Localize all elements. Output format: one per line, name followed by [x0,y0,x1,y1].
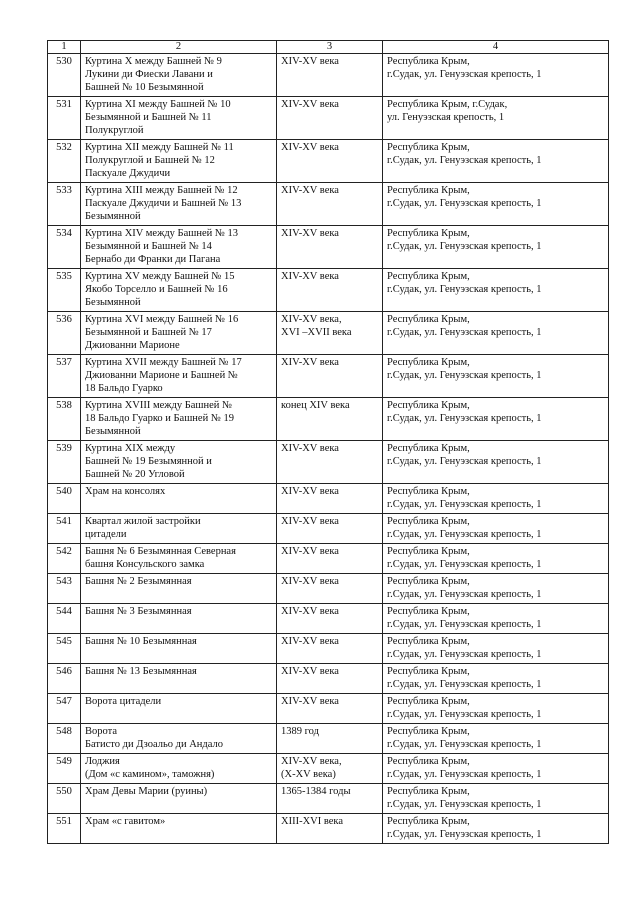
object-period-line: 1389 год [281,726,319,737]
table-row [48,604,609,634]
object-name-line: Башня № 2 Безымянная [85,576,192,587]
column-header-period: 3 [277,41,383,54]
object-period-line: XIV-XV века [281,516,339,527]
object-address-line: Республика Крым, [387,606,470,617]
object-period-cell [277,441,383,484]
object-name-cell [81,441,277,484]
row-number-cell: 542 [48,544,81,574]
object-name-line: Батисто ди Дзоальо ди Андало [85,739,223,750]
row-number-cell: 547 [48,694,81,724]
object-period-cell [277,269,383,312]
object-name-line: Полукруглой и Башней № 12 [85,155,215,166]
table-row [48,544,609,574]
row-number-cell: 546 [48,664,81,694]
object-address-line: г.Судак, ул. Генуэзская крепость, 1 [387,155,542,166]
object-name-line: Храм «с гавитом» [85,816,166,827]
object-period-cell [277,355,383,398]
object-name-line: Паскуале Джудичи [85,168,171,179]
object-address-line: Республика Крым, [387,56,470,67]
object-address-line: г.Судак, ул. Генуэзская крепость, 1 [387,679,542,690]
table-row [48,724,609,754]
object-period-cell [277,183,383,226]
table-row [48,226,609,269]
object-address-cell [383,664,609,694]
object-address-line: г.Судак, ул. Генуэзская крепость, 1 [387,589,542,600]
column-header-address: 4 [383,41,609,54]
object-address-cell [383,441,609,484]
object-name-line: Башня № 10 Безымянная [85,636,197,647]
object-period-line: XIV-XV века [281,271,339,282]
object-period-line: XIV-XV века [281,142,339,153]
object-name-cell [81,814,277,844]
table-row [48,784,609,814]
object-address-line: Республика Крым, [387,816,470,827]
object-address-line: г.Судак, ул. Генуэзская крепость, 1 [387,799,542,810]
object-address-line: г.Судак, ул. Генуэзская крепость, 1 [387,327,542,338]
object-name-line: Башня № 3 Безымянная [85,606,192,617]
object-name-line: Бернабо ди Франки ди Пагана [85,254,221,265]
row-number-cell: 544 [48,604,81,634]
column-header-number: 1 [48,41,81,54]
object-address-line: г.Судак, ул. Генуэзская крепость, 1 [387,456,542,467]
table-row [48,312,609,355]
object-name-line: Безымянной и Башней № 11 [85,112,212,123]
object-period-cell [277,544,383,574]
object-name-line: Куртина XI между Башней № 10 [85,99,231,110]
table-row [48,514,609,544]
table-body [48,54,609,844]
row-number-cell: 541 [48,514,81,544]
object-address-line: г.Судак, ул. Генуэзская крепость, 1 [387,198,542,209]
object-address-line: г.Судак, ул. Генуэзская крепость, 1 [387,69,542,80]
object-period-cell [277,724,383,754]
object-period-line: XIV-XV века [281,486,339,497]
object-name-line: Куртина XIII между Башней № 12 [85,185,238,196]
object-period-cell [277,97,383,140]
object-address-line: Республика Крым, [387,400,470,411]
object-name-line: Ворота [85,726,117,737]
table-row [48,398,609,441]
column-header-name: 2 [81,41,277,54]
row-number-cell: 550 [48,784,81,814]
row-number-cell: 540 [48,484,81,514]
row-number-cell: 539 [48,441,81,484]
object-period-cell [277,484,383,514]
table-row [48,574,609,604]
object-address-cell [383,484,609,514]
object-name-line: башня Консульского замка [85,559,205,570]
object-address-cell [383,183,609,226]
object-name-cell [81,514,277,544]
object-name-cell [81,355,277,398]
object-period-line: XIV-XV века [281,99,339,110]
object-name-cell [81,724,277,754]
object-name-line: Куртина XIX между [85,443,176,454]
object-name-cell [81,634,277,664]
object-period-cell [277,634,383,664]
row-number-cell: 536 [48,312,81,355]
object-period-cell [277,312,383,355]
row-number-cell: 551 [48,814,81,844]
object-address-cell [383,544,609,574]
object-address-line: Республика Крым, [387,443,470,454]
object-address-line: Республика Крым, [387,726,470,737]
object-name-line: (Дом «с камином», таможня) [85,769,215,780]
object-period-cell [277,604,383,634]
object-address-line: г.Судак, ул. Генуэзская крепость, 1 [387,499,542,510]
object-period-line: XIV-XV века [281,606,339,617]
object-name-cell [81,694,277,724]
object-address-line: Республика Крым, [387,516,470,527]
object-address-line: г.Судак, ул. Генуэзская крепость, 1 [387,619,542,630]
object-address-line: г.Судак, ул. Генуэзская крепость, 1 [387,829,542,840]
object-name-line: Полукруглой [85,125,144,136]
object-address-line: Республика Крым, [387,228,470,239]
object-address-cell [383,140,609,183]
object-address-line: Республика Крым, [387,756,470,767]
row-number-cell: 531 [48,97,81,140]
object-name-line: Джиованни Марионе [85,340,180,351]
object-name-line: Куртина XVII между Башней № 17 [85,357,242,368]
table-row [48,269,609,312]
object-address-line: Республика Крым, [387,271,470,282]
object-period-line: XIV-XV века [281,546,339,557]
object-address-line: г.Судак, ул. Генуэзская крепость, 1 [387,529,542,540]
object-name-line: 18 Бальдо Гуарко [85,383,163,394]
object-name-line: Куртина XIV между Башней № 13 [85,228,239,239]
object-period-cell [277,784,383,814]
object-address-line: Республика Крым, г.Судак, [387,99,508,110]
object-address-line: Республика Крым, [387,696,470,707]
object-period-line: XVI –XVII века [281,327,352,338]
object-address-line: г.Судак, ул. Генуэзская крепость, 1 [387,413,542,424]
object-address-line: г.Судак, ул. Генуэзская крепость, 1 [387,370,542,381]
row-number-cell: 535 [48,269,81,312]
object-period-cell [277,574,383,604]
object-period-line: 1365-1384 годы [281,786,351,797]
object-address-cell [383,514,609,544]
object-period-cell [277,754,383,784]
object-name-cell [81,54,277,97]
table-row [48,484,609,514]
object-period-cell [277,398,383,441]
object-address-line: г.Судак, ул. Генуэзская крепость, 1 [387,769,542,780]
table-row [48,634,609,664]
object-address-line: Республика Крым, [387,636,470,647]
object-address-line: г.Судак, ул. Генуэзская крепость, 1 [387,739,542,750]
object-name-line: Куртина XV между Башней № 15 [85,271,235,282]
object-name-line: Башня № 6 Безымянная Северная [85,546,236,557]
object-address-cell [383,574,609,604]
object-name-line: Храм Девы Марии (руины) [85,786,208,797]
object-address-line: Республика Крым, [387,786,470,797]
heritage-objects-table [47,40,609,844]
row-number-cell: 548 [48,724,81,754]
object-period-cell [277,514,383,544]
object-period-line: XIV-XV века [281,666,339,677]
object-period-line: XIV-XV века, [281,314,342,325]
object-name-line: Башней № 20 Угловой [85,469,185,480]
object-address-line: Республика Крым, [387,357,470,368]
object-address-cell [383,784,609,814]
object-name-line: Безымянной и Башней № 14 [85,241,212,252]
object-period-line: XIV-XV века [281,443,339,454]
object-address-line: Республика Крым, [387,314,470,325]
object-name-cell [81,183,277,226]
object-name-line: Башней № 19 Безымянной и [85,456,212,467]
object-name-line: Куртина XII между Башней № 11 [85,142,234,153]
table-row [48,694,609,724]
object-name-line: Безымянной [85,211,141,222]
object-period-line: XIII-XVI века [281,816,344,827]
object-name-cell [81,97,277,140]
object-address-cell [383,269,609,312]
object-name-line: Паскуале Джудичи и Башней № 13 [85,198,242,209]
object-name-line: Лукини ди Фиески Лавани и [85,69,213,80]
row-number-cell: 549 [48,754,81,784]
table-row [48,441,609,484]
table-row [48,97,609,140]
table-row [48,183,609,226]
object-name-cell [81,269,277,312]
object-name-line: Квартал жилой застройки [85,516,201,527]
object-address-line: Республика Крым, [387,486,470,497]
object-period-cell [277,54,383,97]
object-name-cell [81,140,277,183]
object-address-line: Республика Крым, [387,666,470,677]
object-name-cell [81,604,277,634]
object-address-cell [383,604,609,634]
object-period-cell [277,814,383,844]
object-name-line: Лоджия [85,756,120,767]
row-number-cell: 538 [48,398,81,441]
object-name-line: цитадели [85,529,127,540]
object-name-cell [81,398,277,441]
object-period-line: XIV-XV века [281,357,339,368]
object-period-line: XIV-XV века [281,696,339,707]
object-address-cell [383,226,609,269]
object-name-cell [81,484,277,514]
object-period-line: XIV-XV века [281,56,339,67]
object-address-line: Республика Крым, [387,185,470,196]
row-number-cell: 537 [48,355,81,398]
object-address-line: Республика Крым, [387,576,470,587]
object-address-cell [383,355,609,398]
table-row [48,140,609,183]
row-number-cell: 534 [48,226,81,269]
object-address-cell [383,754,609,784]
object-period-line: XIV-XV века [281,576,339,587]
object-address-cell [383,634,609,664]
object-period-line: XIV-XV века [281,228,339,239]
object-name-line: Безымянной [85,426,141,437]
object-period-cell [277,694,383,724]
row-number-cell: 530 [48,54,81,97]
object-name-line: 18 Бальдо Гуарко и Башней № 19 [85,413,234,424]
object-period-line: XIV-XV века [281,185,339,196]
object-address-line: Республика Крым, [387,142,470,153]
object-period-cell [277,664,383,694]
object-name-line: Башня № 13 Безымянная [85,666,197,677]
table-row [48,355,609,398]
row-number-cell: 532 [48,140,81,183]
object-period-cell [277,226,383,269]
object-address-cell [383,97,609,140]
object-address-cell [383,694,609,724]
object-name-line: Куртина XVIII между Башней № [85,400,233,411]
object-address-line: г.Судак, ул. Генуэзская крепость, 1 [387,559,542,570]
object-name-line: Храм на консолях [85,486,166,497]
row-number-cell: 545 [48,634,81,664]
table-header-row [48,41,609,54]
object-address-cell [383,814,609,844]
table-row [48,54,609,97]
object-period-line: XIV-XV века [281,636,339,647]
object-period-line: (X-XV века) [281,769,336,780]
object-name-line: Куртина X между Башней № 9 [85,56,222,67]
object-name-cell [81,664,277,694]
object-name-cell [81,544,277,574]
object-name-cell [81,784,277,814]
object-period-line: конец XIV века [281,400,350,411]
object-name-line: Башней № 10 Безымянной [85,82,204,93]
object-name-line: Ворота цитадели [85,696,162,707]
object-address-cell [383,54,609,97]
object-name-line: Куртина XVI между Башней № 16 [85,314,239,325]
object-address-line: г.Судак, ул. Генуэзская крепость, 1 [387,649,542,660]
object-name-cell [81,754,277,784]
object-address-line: г.Судак, ул. Генуэзская крепость, 1 [387,709,542,720]
object-address-line: Республика Крым, [387,546,470,557]
row-number-cell: 543 [48,574,81,604]
table-row [48,664,609,694]
object-name-line: Безымянной [85,297,141,308]
object-address-cell [383,724,609,754]
object-name-line: Якобо Торселло и Башней № 16 [85,284,228,295]
object-name-cell [81,226,277,269]
object-address-line: ул. Генуэзская крепость, 1 [387,112,505,123]
object-address-line: г.Судак, ул. Генуэзская крепость, 1 [387,241,542,252]
object-name-line: Джиованни Марионе и Башней № [85,370,238,381]
object-period-cell [277,140,383,183]
row-number-cell: 533 [48,183,81,226]
object-name-line: Безымянной и Башней № 17 [85,327,212,338]
object-address-line: г.Судак, ул. Генуэзская крепость, 1 [387,284,542,295]
object-address-cell [383,398,609,441]
table-row [48,814,609,844]
object-period-line: XIV-XV века, [281,756,342,767]
object-address-cell [383,312,609,355]
table-row [48,754,609,784]
object-name-cell [81,312,277,355]
object-name-cell [81,574,277,604]
